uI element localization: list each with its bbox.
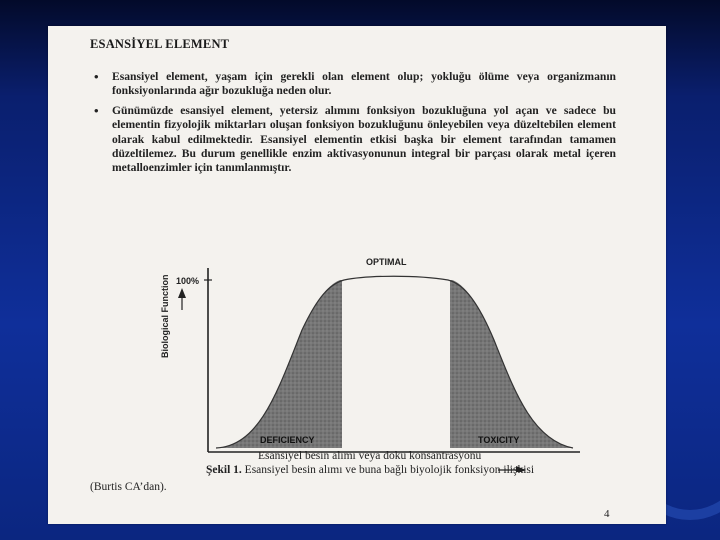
figure-source: (Burtis CA’dan).: [90, 481, 167, 493]
x-axis-caption: Esansiyel besin alımı veya doku konsantrasyonu: [258, 450, 482, 462]
label-toxicity: TOXICITY: [478, 435, 520, 445]
page-number: 4: [604, 508, 610, 520]
dose-response-curve: [168, 240, 588, 472]
bullet-item: • Esansiyel element, yaşam için gerekli olan element olup; yokluğu ölüme veya organizmanın fonksiyonlarında ağır bozukluğa neden olur.: [112, 70, 616, 99]
figure-caption-label: Şekil 1.: [206, 464, 242, 476]
y-tick-label: 100%: [176, 276, 200, 286]
figure-caption-text: Esansiyel besin alımı ve buna bağlı biyolojik fonksiyon ilişkisi: [244, 464, 535, 476]
essential-nutrient-figure: [160, 240, 588, 472]
toxicity-region: [450, 280, 573, 448]
figure-caption: [206, 464, 534, 476]
document-heading: ESANSİYEL ELEMENT: [90, 37, 230, 51]
bullet-list: [112, 70, 616, 181]
y-axis-arrow: [178, 288, 186, 298]
label-deficiency: DEFICIENCY: [260, 435, 315, 445]
bullet-item: • Günümüzde esansiyel element, yetersiz alımını fonksiyon bozukluğuna yol açan ve sadece bu elementin fizyolojik miktarları oluşan fonksiyon bozukluğunu önleyebilen veya düzeltebilen element olarak kabul edilmektedir. Esansiyel elementin etkisi başka bir element tarafından tamamen düzeltilemez. Bu durum genellikle enzim aktivasyonunun integral bir parçası olarak metal içeren metalloenzimler için tanımlanmıştır.: [112, 104, 616, 176]
label-optimal: OPTIMAL: [366, 257, 407, 267]
document-page: [48, 26, 666, 524]
y-axis-label: Biological Function: [160, 274, 170, 358]
deficiency-region: [216, 280, 342, 448]
